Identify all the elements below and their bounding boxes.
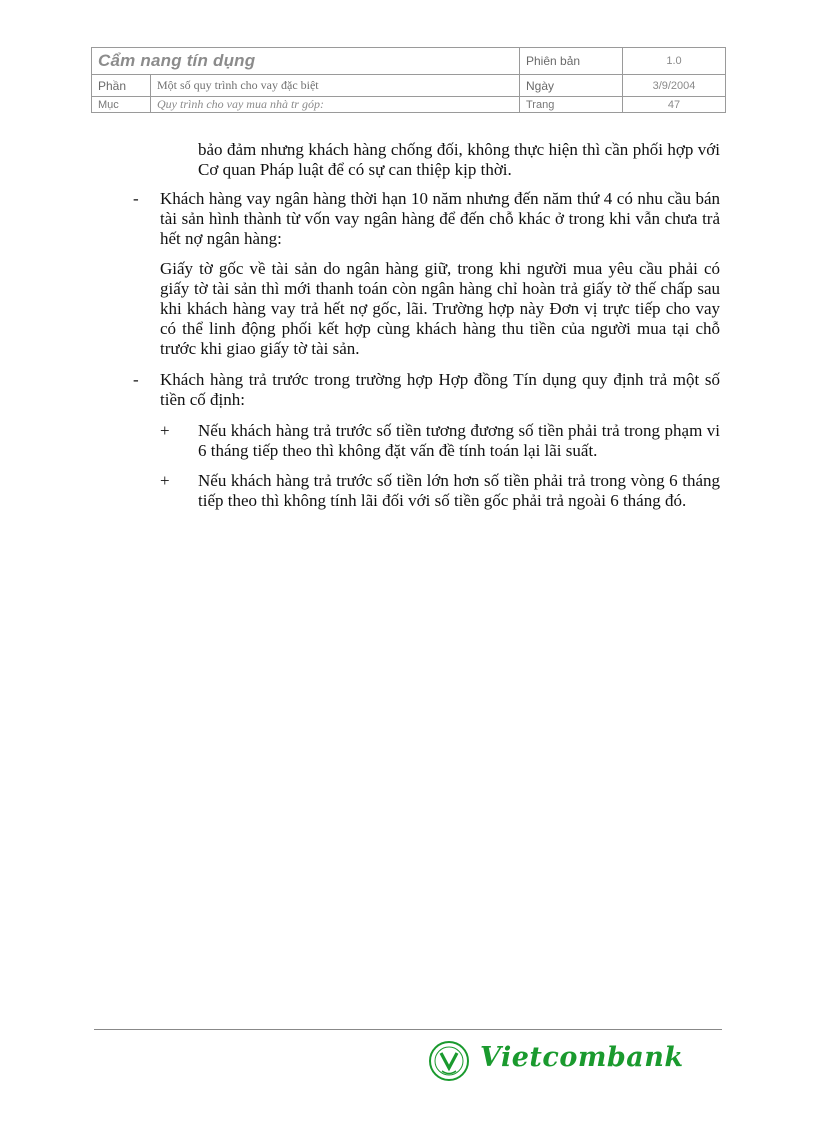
- date-label: Ngày: [520, 75, 623, 97]
- bullet-item-resale: Khách hàng vay ngân hàng thời hạn 10 năm nhưng đến năm thứ 4 có nhu cầu bán tài sản hình thành từ vốn vay ngân hàng để đến chỗ khác ở trong khi vẫn chưa trả hết nợ ngân hàng:: [160, 189, 720, 248]
- brand-name: Vietcombank: [480, 1042, 684, 1073]
- sub-bullet-plus: +: [160, 471, 170, 490]
- page-number: 47: [623, 97, 726, 113]
- subsection-label: Mục: [92, 97, 151, 113]
- vietcombank-seal-icon: [428, 1040, 470, 1082]
- page-label: Trang: [520, 97, 623, 113]
- footer-divider: [94, 1029, 722, 1030]
- bullet-item-resale-detail: Giấy tờ gốc về tài sản do ngân hàng giữ, trong khi người mua yêu cầu phải có giấy tờ tài sản thì mới thanh toán còn ngân hàng chỉ hoàn trả giấy tờ thế chấp sau khi khách hàng vay trả hết nợ gốc, lãi. Trường hợp này Đơn vị trực tiếp cho vay có thể linh động phối kết hợp cùng khách hàng thu tiền của người mua tại chỗ trước khi giao giấy tờ tài sản.: [160, 259, 720, 358]
- document-header-table: [91, 47, 726, 113]
- bullet-item-prepayment: Khách hàng trả trước trong trường hợp Hợp đồng Tín dụng quy định trả một số tiền cố định:: [160, 370, 720, 409]
- continuation-paragraph: bảo đảm nhưng khách hàng chống đối, không thực hiện thì cần phối hợp với Cơ quan Pháp luật để có sự can thiệp kịp thời.: [198, 140, 720, 179]
- version-label: Phiên bản: [520, 48, 623, 75]
- manual-title: Cẩm nang tín dụng: [92, 48, 520, 75]
- bullet-dash: -: [133, 189, 139, 208]
- vietcombank-logo: [428, 1040, 728, 1082]
- bullet-dash: -: [133, 370, 139, 389]
- sub-item-beyond-6-months: Nếu khách hàng trả trước số tiền lớn hơn số tiền phải trả trong vòng 6 tháng tiếp theo thì không tính lãi đối với số tiền gốc phải trả ngoài 6 tháng đó.: [198, 471, 720, 510]
- section-label: Phần: [92, 75, 151, 97]
- sub-item-within-6-months: Nếu khách hàng trả trước số tiền tương đương số tiền phải trả trong phạm vi 6 tháng tiếp theo thì không đặt vấn đề tính toán lại lãi suất.: [198, 421, 720, 460]
- section-value: Một số quy trình cho vay đặc biệt: [151, 75, 520, 97]
- sub-bullet-plus: +: [160, 421, 170, 440]
- version-value: 1.0: [623, 48, 726, 75]
- subsection-value: Quy trình cho vay mua nhà tr góp:: [151, 97, 520, 113]
- date-value: 3/9/2004: [623, 75, 726, 97]
